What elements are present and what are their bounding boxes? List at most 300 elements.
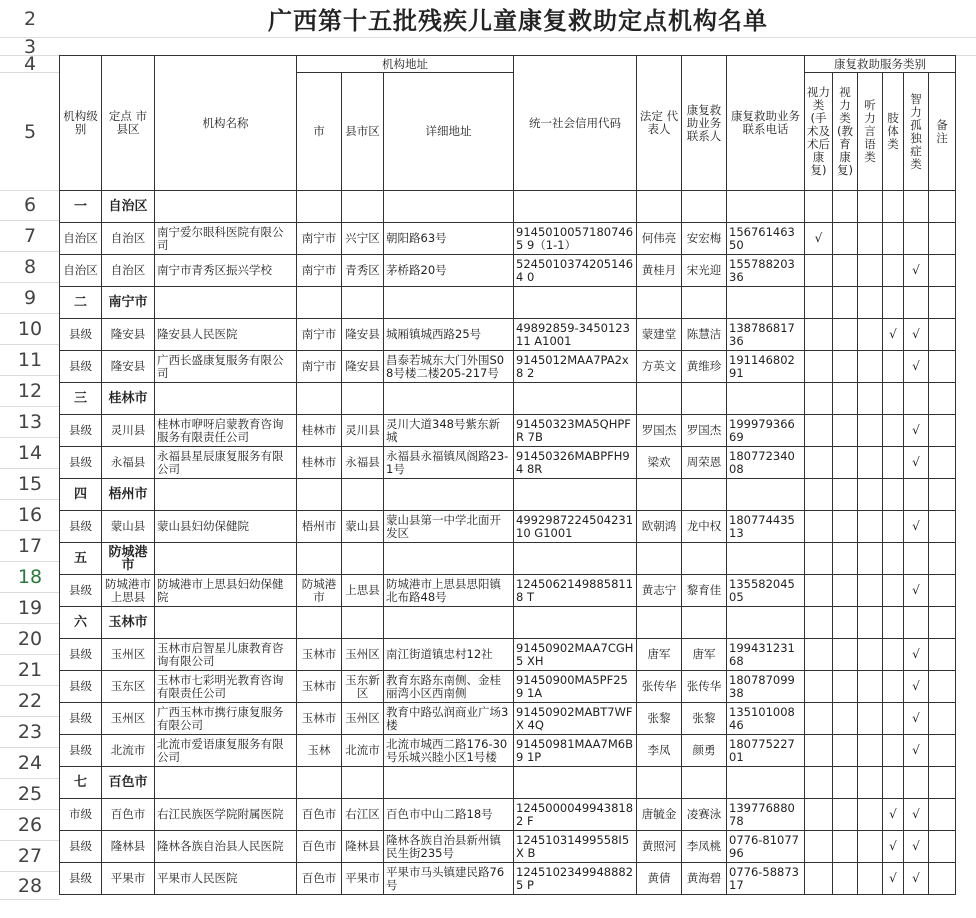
cell-hearing (858, 447, 883, 479)
empty-cell (297, 607, 342, 639)
empty-cell (297, 191, 342, 223)
page-title: 广西第十五批残疾儿童康复救助定点机构名单 (60, 0, 976, 38)
empty-cell (929, 191, 956, 223)
cell-district: 隆安县 (342, 351, 384, 383)
cell-autism: √ (904, 415, 929, 447)
cell-remark (929, 319, 956, 351)
cell-vision-surgery (805, 447, 833, 479)
cell-remark (929, 639, 956, 671)
empty-cell (858, 607, 883, 639)
cell-contact: 周荣恩 (682, 447, 727, 479)
empty-cell (858, 479, 883, 511)
cell-contact: 陈慧洁 (682, 319, 727, 351)
cell-level: 县级 (60, 639, 102, 671)
empty-cell (155, 543, 297, 575)
cell-remark (929, 703, 956, 735)
row-number[interactable]: 17 (0, 531, 60, 562)
cell-vision-surgery (805, 703, 833, 735)
cell-autism: √ (904, 671, 929, 703)
cell-limb (883, 351, 904, 383)
cell-contact: 唐军 (682, 639, 727, 671)
cell-remark (929, 415, 956, 447)
empty-cell (384, 383, 514, 415)
header-name: 机构名称 (155, 56, 297, 191)
row-number[interactable]: 27 (0, 841, 60, 872)
empty-cell (155, 287, 297, 319)
cell-hearing (858, 639, 883, 671)
cell-name: 桂林市咿呀启蒙教育咨询服务有限责任公司 (155, 415, 297, 447)
cell-level: 县级 (60, 831, 102, 863)
row-number[interactable]: 8 (0, 252, 60, 283)
section-row (60, 191, 956, 223)
empty-cell (342, 191, 384, 223)
empty-cell (342, 607, 384, 639)
empty-cell (155, 383, 297, 415)
empty-cell (155, 607, 297, 639)
cell-level: 县级 (60, 415, 102, 447)
cell-county: 隆安县 (102, 351, 155, 383)
cell-phone: 0776-8107796 (727, 831, 805, 863)
cell-legal: 张传华 (637, 671, 682, 703)
cell-limb (883, 255, 904, 287)
cell-city: 南宁市 (297, 351, 342, 383)
empty-cell (805, 479, 833, 511)
cell-city: 百色市 (297, 863, 342, 895)
cell-vision-surgery: √ (805, 223, 833, 255)
cell-legal: 梁欢 (637, 447, 682, 479)
header-vision-education: 视力类(教育康复) (833, 73, 858, 191)
cell-name: 永福县星辰康复服务有限公司 (155, 447, 297, 479)
empty-cell (342, 383, 384, 415)
row-number[interactable]: 7 (0, 221, 60, 252)
table-row (60, 351, 956, 383)
cell-remark (929, 831, 956, 863)
cell-autism: √ (904, 447, 929, 479)
cell-phone: 15676146350 (727, 223, 805, 255)
cell-vision-education (833, 319, 858, 351)
header-address-group: 机构地址 (297, 56, 514, 73)
section-city: 防城港市 (102, 543, 155, 575)
section-index: 一 (60, 191, 102, 223)
row-number[interactable]: 26 (0, 810, 60, 841)
empty-cell (514, 543, 637, 575)
cell-limb (883, 511, 904, 543)
empty-cell (514, 287, 637, 319)
cell-county: 北流市 (102, 735, 155, 767)
cell-hearing (858, 511, 883, 543)
cell-credit: 91450981MAA7M6B9 1P (514, 735, 637, 767)
section-city: 梧州市 (102, 479, 155, 511)
cell-level: 县级 (60, 703, 102, 735)
cell-limb (883, 735, 904, 767)
cell-name: 隆林各族自治县人民医院 (155, 831, 297, 863)
section-row (60, 287, 956, 319)
cell-vision-education (833, 511, 858, 543)
empty-cell (929, 479, 956, 511)
cell-name: 玉林市启智星儿康教育咨询有限公司 (155, 639, 297, 671)
cell-detail: 蒙山县第一中学北面开发区 (384, 511, 514, 543)
cell-remark (929, 447, 956, 479)
cell-vision-education (833, 735, 858, 767)
cell-limb (883, 639, 904, 671)
empty-cell (833, 287, 858, 319)
row-number[interactable]: 18 (0, 562, 60, 593)
empty-cell (637, 479, 682, 511)
empty-cell (833, 607, 858, 639)
cell-phone: 18078709938 (727, 671, 805, 703)
cell-detail: 教育东路东南侧、金桂丽湾小区西南侧 (384, 671, 514, 703)
cell-vision-surgery (805, 639, 833, 671)
cell-name: 隆安县人民医院 (155, 319, 297, 351)
cell-level: 县级 (60, 351, 102, 383)
cell-detail: 防城港市上思县思阳镇北布路48号 (384, 575, 514, 607)
empty-cell (858, 383, 883, 415)
empty-cell (904, 383, 929, 415)
cell-vision-surgery (805, 799, 833, 831)
cell-autism: √ (904, 511, 929, 543)
cell-vision-surgery (805, 415, 833, 447)
row-number[interactable]: 12 (0, 376, 60, 407)
cell-city: 百色市 (297, 831, 342, 863)
cell-autism: √ (904, 639, 929, 671)
row-number[interactable]: 2 (0, 0, 60, 38)
cell-name: 南宁爱尔眼科医院有限公司 (155, 223, 297, 255)
cell-level: 县级 (60, 735, 102, 767)
section-city: 南宁市 (102, 287, 155, 319)
cell-credit: 52450103742051464 0 (514, 255, 637, 287)
cell-city: 梧州市 (297, 511, 342, 543)
cell-level: 县级 (60, 863, 102, 895)
empty-cell (682, 191, 727, 223)
row-number[interactable]: 21 (0, 655, 60, 686)
cell-vision-surgery (805, 319, 833, 351)
cell-city: 百色市 (297, 799, 342, 831)
cell-county: 平果市 (102, 863, 155, 895)
header-autism: 智力孤独症类 (904, 73, 929, 191)
cell-detail: 昌泰若城东大门外围S08号楼二楼205-217号 (384, 351, 514, 383)
cell-city: 南宁市 (297, 319, 342, 351)
cell-detail: 朝阳路63号 (384, 223, 514, 255)
section-index: 二 (60, 287, 102, 319)
empty-cell (342, 479, 384, 511)
cell-autism: √ (904, 831, 929, 863)
header-hearing: 听力言语类 (858, 73, 883, 191)
cell-county: 隆安县 (102, 319, 155, 351)
cell-legal: 黄照河 (637, 831, 682, 863)
cell-vision-surgery (805, 735, 833, 767)
cell-limb (883, 223, 904, 255)
empty-cell (514, 191, 637, 223)
cell-detail: 茅桥路20号 (384, 255, 514, 287)
cell-hearing (858, 671, 883, 703)
cell-district: 平果市 (342, 863, 384, 895)
empty-cell (805, 383, 833, 415)
cell-name: 蒙山县妇幼保健院 (155, 511, 297, 543)
row-number[interactable]: 22 (0, 686, 60, 717)
section-city: 玉林市 (102, 607, 155, 639)
cell-credit: 12451031499558I5X B (514, 831, 637, 863)
cell-legal: 唐军 (637, 639, 682, 671)
cell-phone: 15578820336 (727, 255, 805, 287)
header-remark: 备注 (929, 73, 956, 191)
cell-detail: 百色市中山二路18号 (384, 799, 514, 831)
empty-cell (155, 191, 297, 223)
row-number[interactable]: 5 (0, 73, 60, 191)
cell-district: 玉州区 (342, 639, 384, 671)
cell-phone: 18077234008 (727, 447, 805, 479)
row-number[interactable]: 25 (0, 779, 60, 810)
empty-cell (384, 287, 514, 319)
header-district: 县市区 (342, 73, 384, 191)
cell-detail: 城厢镇城西路25号 (384, 319, 514, 351)
cell-legal: 黄桂月 (637, 255, 682, 287)
empty-cell (342, 543, 384, 575)
cell-limb (883, 575, 904, 607)
cell-phone: 18077443513 (727, 511, 805, 543)
cell-credit: 91450326MABPFH94 8R (514, 447, 637, 479)
cell-county: 永福县 (102, 447, 155, 479)
header-credit: 统一社会信用代码 (514, 56, 637, 191)
table-row (60, 511, 956, 543)
empty-cell (904, 607, 929, 639)
cell-legal: 李凤 (637, 735, 682, 767)
cell-district: 蒙山县 (342, 511, 384, 543)
empty-cell (833, 479, 858, 511)
blank-row (60, 890, 976, 918)
cell-name: 南宁市青秀区振兴学校 (155, 255, 297, 287)
header-phone: 康复救助业务联系电话 (727, 56, 805, 191)
table-row (60, 703, 956, 735)
empty-cell (297, 287, 342, 319)
empty-cell (727, 767, 805, 799)
cell-remark (929, 255, 956, 287)
cell-contact: 宋光迎 (682, 255, 727, 287)
section-index: 七 (60, 767, 102, 799)
cell-autism: √ (904, 799, 929, 831)
cell-vision-surgery (805, 511, 833, 543)
cell-district: 右江区 (342, 799, 384, 831)
cell-credit: 91450902MAA7CGH5 XH (514, 639, 637, 671)
empty-cell (858, 191, 883, 223)
header-county: 定点 市县区 (102, 56, 155, 191)
cell-vision-education (833, 415, 858, 447)
cell-hearing (858, 415, 883, 447)
empty-cell (682, 543, 727, 575)
empty-cell (155, 479, 297, 511)
cell-district: 永福县 (342, 447, 384, 479)
row-number[interactable]: 9 (0, 283, 60, 314)
row-number[interactable]: 15 (0, 469, 60, 500)
row-number[interactable]: 10 (0, 314, 60, 345)
cell-county: 玉东区 (102, 671, 155, 703)
section-index: 三 (60, 383, 102, 415)
empty-cell (297, 767, 342, 799)
cell-level: 县级 (60, 447, 102, 479)
cell-detail: 永福县永福镇凤阁路23-1号 (384, 447, 514, 479)
empty-cell (514, 479, 637, 511)
cell-vision-education (833, 671, 858, 703)
cell-phone: 13878681736 (727, 319, 805, 351)
cell-county: 玉州区 (102, 639, 155, 671)
cell-limb (883, 447, 904, 479)
empty-cell (858, 767, 883, 799)
empty-cell (883, 287, 904, 319)
empty-cell (805, 543, 833, 575)
cell-limb: √ (883, 863, 904, 895)
cell-city: 玉林市 (297, 639, 342, 671)
cell-district: 上思县 (342, 575, 384, 607)
cell-name: 右江民族医学院附属医院 (155, 799, 297, 831)
cell-phone: 19997936669 (727, 415, 805, 447)
cell-contact: 颜勇 (682, 735, 727, 767)
empty-cell (637, 383, 682, 415)
cell-city: 玉林 (297, 735, 342, 767)
cell-county: 隆林县 (102, 831, 155, 863)
empty-cell (155, 767, 297, 799)
cell-credit: 12451023499488825 P (514, 863, 637, 895)
cell-legal: 蒙建堂 (637, 319, 682, 351)
section-row (60, 383, 956, 415)
cell-credit: 9145012MAA7PA2x8 2 (514, 351, 637, 383)
row-number[interactable]: 6 (0, 190, 60, 221)
cell-vision-education (833, 575, 858, 607)
empty-cell (929, 767, 956, 799)
cell-phone: 18077522701 (727, 735, 805, 767)
cell-remark (929, 351, 956, 383)
empty-cell (297, 543, 342, 575)
cell-detail: 南江街道镇忠村12社 (384, 639, 514, 671)
cell-hearing (858, 831, 883, 863)
cell-vision-education (833, 831, 858, 863)
cell-phone: 19943123168 (727, 639, 805, 671)
cell-autism: √ (904, 703, 929, 735)
empty-cell (929, 607, 956, 639)
row-number[interactable]: 28 (0, 872, 60, 900)
empty-cell (904, 191, 929, 223)
empty-cell (833, 383, 858, 415)
section-index: 五 (60, 543, 102, 575)
table-row (60, 255, 956, 287)
cell-name: 平果市人民医院 (155, 863, 297, 895)
empty-cell (637, 767, 682, 799)
empty-cell (682, 287, 727, 319)
cell-remark (929, 671, 956, 703)
cell-hearing (858, 703, 883, 735)
cell-phone: 19114680291 (727, 351, 805, 383)
table-row (60, 831, 956, 863)
row-number[interactable]: 16 (0, 500, 60, 531)
cell-credit: 91450323MA5QHPFR 7B (514, 415, 637, 447)
empty-cell (727, 543, 805, 575)
cell-autism: √ (904, 255, 929, 287)
empty-cell (805, 767, 833, 799)
cell-contact: 安宏梅 (682, 223, 727, 255)
cell-credit: 91450100571807465 9（1-1） (514, 223, 637, 255)
empty-cell (514, 383, 637, 415)
row-number[interactable]: 23 (0, 717, 60, 748)
empty-cell (637, 543, 682, 575)
cell-credit: 12450621498858118 T (514, 575, 637, 607)
cell-limb (883, 415, 904, 447)
section-city: 百色市 (102, 767, 155, 799)
cell-county: 自治区 (102, 223, 155, 255)
row-number[interactable]: 11 (0, 345, 60, 376)
cell-county: 防城港市上思县 (102, 575, 155, 607)
cell-level: 县级 (60, 319, 102, 351)
section-index: 四 (60, 479, 102, 511)
row-number[interactable]: 19 (0, 593, 60, 624)
empty-cell (883, 383, 904, 415)
empty-cell (727, 191, 805, 223)
section-row (60, 543, 956, 575)
row-number[interactable]: 20 (0, 624, 60, 655)
empty-cell (727, 287, 805, 319)
row-number[interactable]: 14 (0, 438, 60, 469)
empty-cell (883, 191, 904, 223)
table-row (60, 223, 956, 255)
empty-cell (384, 479, 514, 511)
section-city: 自治区 (102, 191, 155, 223)
empty-cell (297, 383, 342, 415)
cell-autism: √ (904, 735, 929, 767)
cell-city: 防城港市 (297, 575, 342, 607)
cell-legal: 唐毓金 (637, 799, 682, 831)
empty-cell (384, 543, 514, 575)
cell-district: 青秀区 (342, 255, 384, 287)
cell-remark (929, 223, 956, 255)
cell-legal: 罗国杰 (637, 415, 682, 447)
cell-vision-education (833, 799, 858, 831)
empty-cell (342, 767, 384, 799)
row-number[interactable]: 4 (0, 56, 60, 73)
section-row (60, 767, 956, 799)
cell-vision-education (833, 223, 858, 255)
cell-county: 自治区 (102, 255, 155, 287)
cell-legal: 黄倩 (637, 863, 682, 895)
cell-hearing (858, 351, 883, 383)
header-limb: 肢体类 (883, 73, 904, 191)
cell-district: 隆林县 (342, 831, 384, 863)
empty-cell (904, 767, 929, 799)
empty-cell (883, 607, 904, 639)
cell-contact: 黄维珍 (682, 351, 727, 383)
cell-level: 县级 (60, 511, 102, 543)
cell-city: 南宁市 (297, 255, 342, 287)
empty-cell (682, 767, 727, 799)
empty-cell (805, 287, 833, 319)
cell-vision-surgery (805, 575, 833, 607)
empty-cell (805, 607, 833, 639)
cell-remark (929, 575, 956, 607)
empty-cell (682, 479, 727, 511)
cell-autism: √ (904, 351, 929, 383)
row-number-column (0, 0, 60, 918)
cell-credit: 91450902MABT7WFX 4Q (514, 703, 637, 735)
row-number[interactable]: 24 (0, 748, 60, 779)
cell-county: 灵川县 (102, 415, 155, 447)
row-number[interactable]: 3 (0, 38, 60, 56)
empty-cell (883, 479, 904, 511)
cell-credit: 499298722450423110 G1001 (514, 511, 637, 543)
table-row (60, 319, 956, 351)
row-number[interactable]: 13 (0, 407, 60, 438)
cell-hearing (858, 319, 883, 351)
cell-detail: 隆林各族自治县新州镇民生街235号 (384, 831, 514, 863)
cell-detail: 教育中路弘润商业广场3楼 (384, 703, 514, 735)
empty-cell (929, 287, 956, 319)
section-index: 六 (60, 607, 102, 639)
cell-autism: √ (904, 863, 929, 895)
